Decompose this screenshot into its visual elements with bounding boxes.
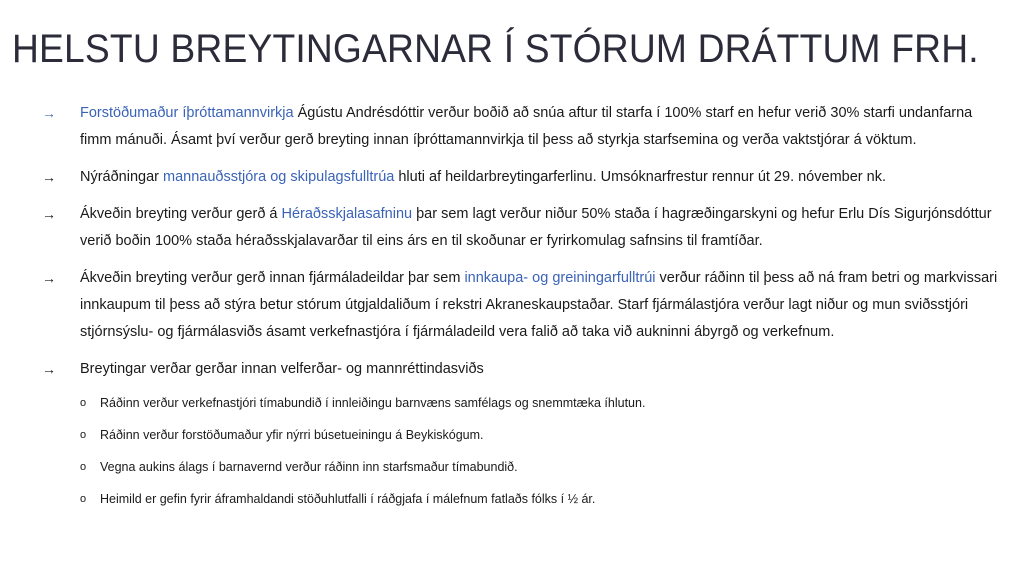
- arrow-icon: →: [42, 169, 56, 185]
- bullet-text-after: hluti af heildarbreytingarferlinu. Umsóknarfrestur rennur út 29. nóvember nk.: [394, 169, 886, 185]
- bullet-item-3: [40, 201, 1000, 255]
- circle-bullet-icon: o: [80, 429, 87, 441]
- sub-bullet-text: Ráðinn verður verkefnastjóri tímabundið í innleiðingu barnvæns samfélags og snemmtæka íhlutun.: [100, 396, 646, 410]
- bullet-list: [40, 100, 1000, 525]
- bullet-link: mannauðsstjóra og skipulagsfulltrúa: [163, 169, 395, 185]
- sub-bullet-item: [80, 387, 1000, 419]
- bullet-link: Forstöðumaður íþróttamannvirkja: [80, 105, 294, 121]
- bullet-item-1: [40, 100, 1000, 154]
- arrow-icon: →: [42, 105, 56, 121]
- slide-title: HELSTU BREYTINGARNAR Í STÓRUM DRÁTTUM FRH.: [12, 27, 979, 71]
- bullet-text-after: þar sem lagt verður niður 50% staða í hagræðingarskyni og hefur Erlu Dís Sigurjónsdóttur verið boðin 100% staða héraðsskjalavarðar til eins árs en til skoðunar er fyrirkomulag safnsins til framtíðar.: [80, 206, 992, 249]
- bullet-item-5: [40, 356, 1000, 515]
- sub-bullet-item: [80, 483, 1000, 515]
- arrow-icon: →: [42, 270, 56, 286]
- bullet-link: innkaupa- og greiningarfulltrúi: [464, 270, 656, 286]
- sub-bullet-text: Heimild er gefin fyrir áframhaldandi stöðuhlutfalli í ráðgjafa í málefnum fatlaðs fólks í ½ ár.: [100, 492, 596, 506]
- arrow-icon: →: [42, 361, 56, 377]
- bullet-text-before: Ákveðin breyting verður gerð á: [80, 206, 282, 222]
- bullet-text-before: Nýráðningar: [80, 169, 164, 185]
- bullet-text: Ágústu Andrésdóttir verður boðið að snúa aftur til starfa í 100% starf en hefur verið 30% starfi undanfarna fimm mánuði. Ásamt því verður gerð breyting innan íþróttamannvirkja til þess að styrkja starfsemina og verða vaktstjórar á vöktum.: [80, 105, 973, 148]
- sub-bullet-text: Vegna aukins álags í barnavernd verður ráðinn inn starfsmaður tímabundið.: [100, 460, 518, 474]
- bullet-item-4: [40, 265, 1000, 346]
- bullet-text-before: Ákveðin breyting verður gerð innan fjármáladeildar þar sem: [80, 270, 465, 286]
- sub-bullet-text: Ráðinn verður forstöðumaður yfir nýrri búsetueiningu á Beykiskógum.: [100, 428, 484, 442]
- circle-bullet-icon: o: [80, 461, 87, 473]
- sub-bullet-list: [80, 387, 1000, 515]
- bullet-item-2: [40, 164, 1000, 191]
- bullet-text: Breytingar verðar gerðar innan velferðar- og mannréttindasviðs: [80, 361, 484, 377]
- arrow-icon: →: [42, 206, 56, 222]
- circle-bullet-icon: o: [80, 493, 87, 505]
- bullet-text-after: verður ráðinn til þess að ná fram betri og markvissari innkaupum til þess að stýra betur stórum útgjaldaliðum í rekstri Akraneskaupstaðar. Starf fjármálastjóra verður lagt niður og mun sviðsstjóri stjórnsýslu- og fjármálasviðs ásamt verkefnastjóra í fjármáladeild vera falið að taka við aukninni ábyrgð og verkefnum.: [80, 270, 998, 340]
- bullet-link: Héraðsskjalasafninu: [281, 206, 413, 222]
- sub-bullet-item: [80, 419, 1000, 451]
- sub-bullet-item: [80, 451, 1000, 483]
- circle-bullet-icon: o: [80, 397, 87, 409]
